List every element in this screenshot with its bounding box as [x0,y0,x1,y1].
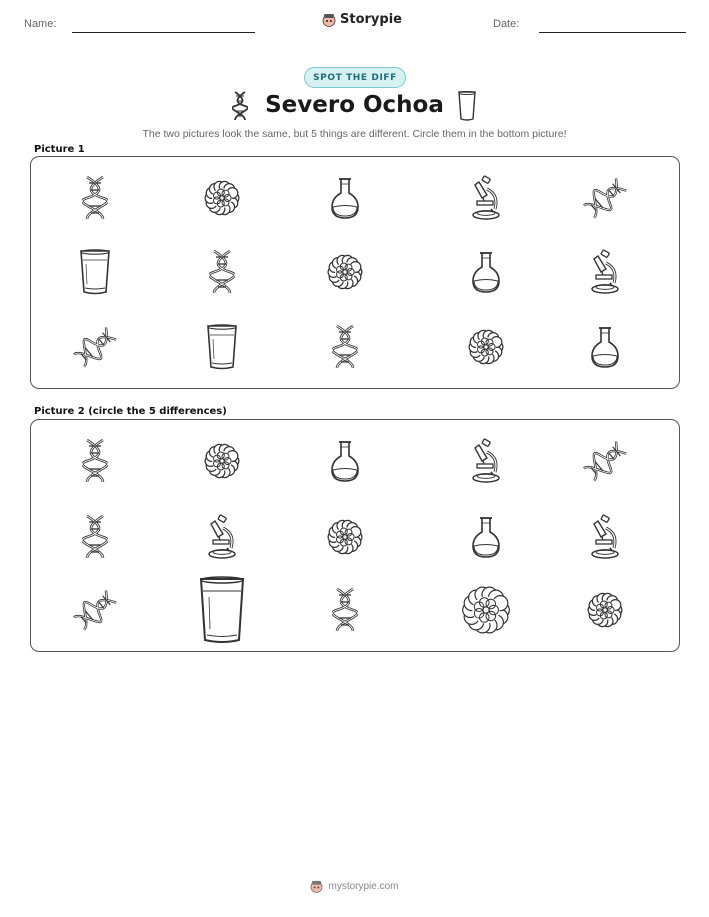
brand-name: Storypie [340,12,402,27]
flask-icon [590,325,620,369]
dna-tilted-icon [582,175,628,221]
microscope-icon[interactable] [588,514,622,560]
microscope-icon[interactable] [205,514,239,560]
picture1-label: Picture 1 [34,144,85,155]
footer [0,880,709,893]
microscope-icon [588,249,622,295]
picture2-label: Picture 2 (circle the 5 differences) [34,406,227,417]
brand-logo [322,12,402,27]
cell-icon[interactable] [200,439,244,483]
page-title: Severo Ochoa [265,92,444,118]
footer-site: mystorypie.com [328,881,399,892]
dna-icon[interactable] [82,514,108,560]
cell-icon [323,250,367,294]
cell-icon [464,325,508,369]
microscope-icon [469,175,503,221]
cell-large-icon[interactable] [456,580,516,640]
dna-tilted-icon[interactable] [582,438,628,484]
storypie-mascot-icon [310,880,323,893]
name-line[interactable] [72,32,255,33]
glass-icon [79,248,111,296]
flask-icon [330,176,360,220]
dna-icon[interactable] [82,438,108,484]
storypie-mascot-icon [322,13,336,27]
activity-badge: SPOT THE DIFF [304,67,406,88]
glass-large-icon[interactable] [199,575,245,645]
cell-icon[interactable] [583,588,627,632]
cell-icon[interactable] [323,515,367,559]
dna-icon[interactable] [332,587,358,633]
flask-icon[interactable] [471,515,501,559]
dna-icon [82,175,108,221]
flask-icon[interactable] [330,439,360,483]
dna-tilted-icon [72,324,118,370]
dna-icon [332,324,358,370]
cell-icon [200,176,244,220]
dna-tilted-icon[interactable] [72,587,118,633]
instructions: The two pictures look the same, but 5 things are different. Circle them in the bottom picture! [142,128,567,140]
microscope-icon[interactable] [469,438,503,484]
date-line[interactable] [539,32,686,33]
date-label: Date: [493,18,520,30]
glass-icon [206,323,238,371]
dna-icon [209,249,235,295]
name-label: Name: [24,18,57,30]
title-glass-icon [458,91,476,126]
flask-icon [471,250,501,294]
